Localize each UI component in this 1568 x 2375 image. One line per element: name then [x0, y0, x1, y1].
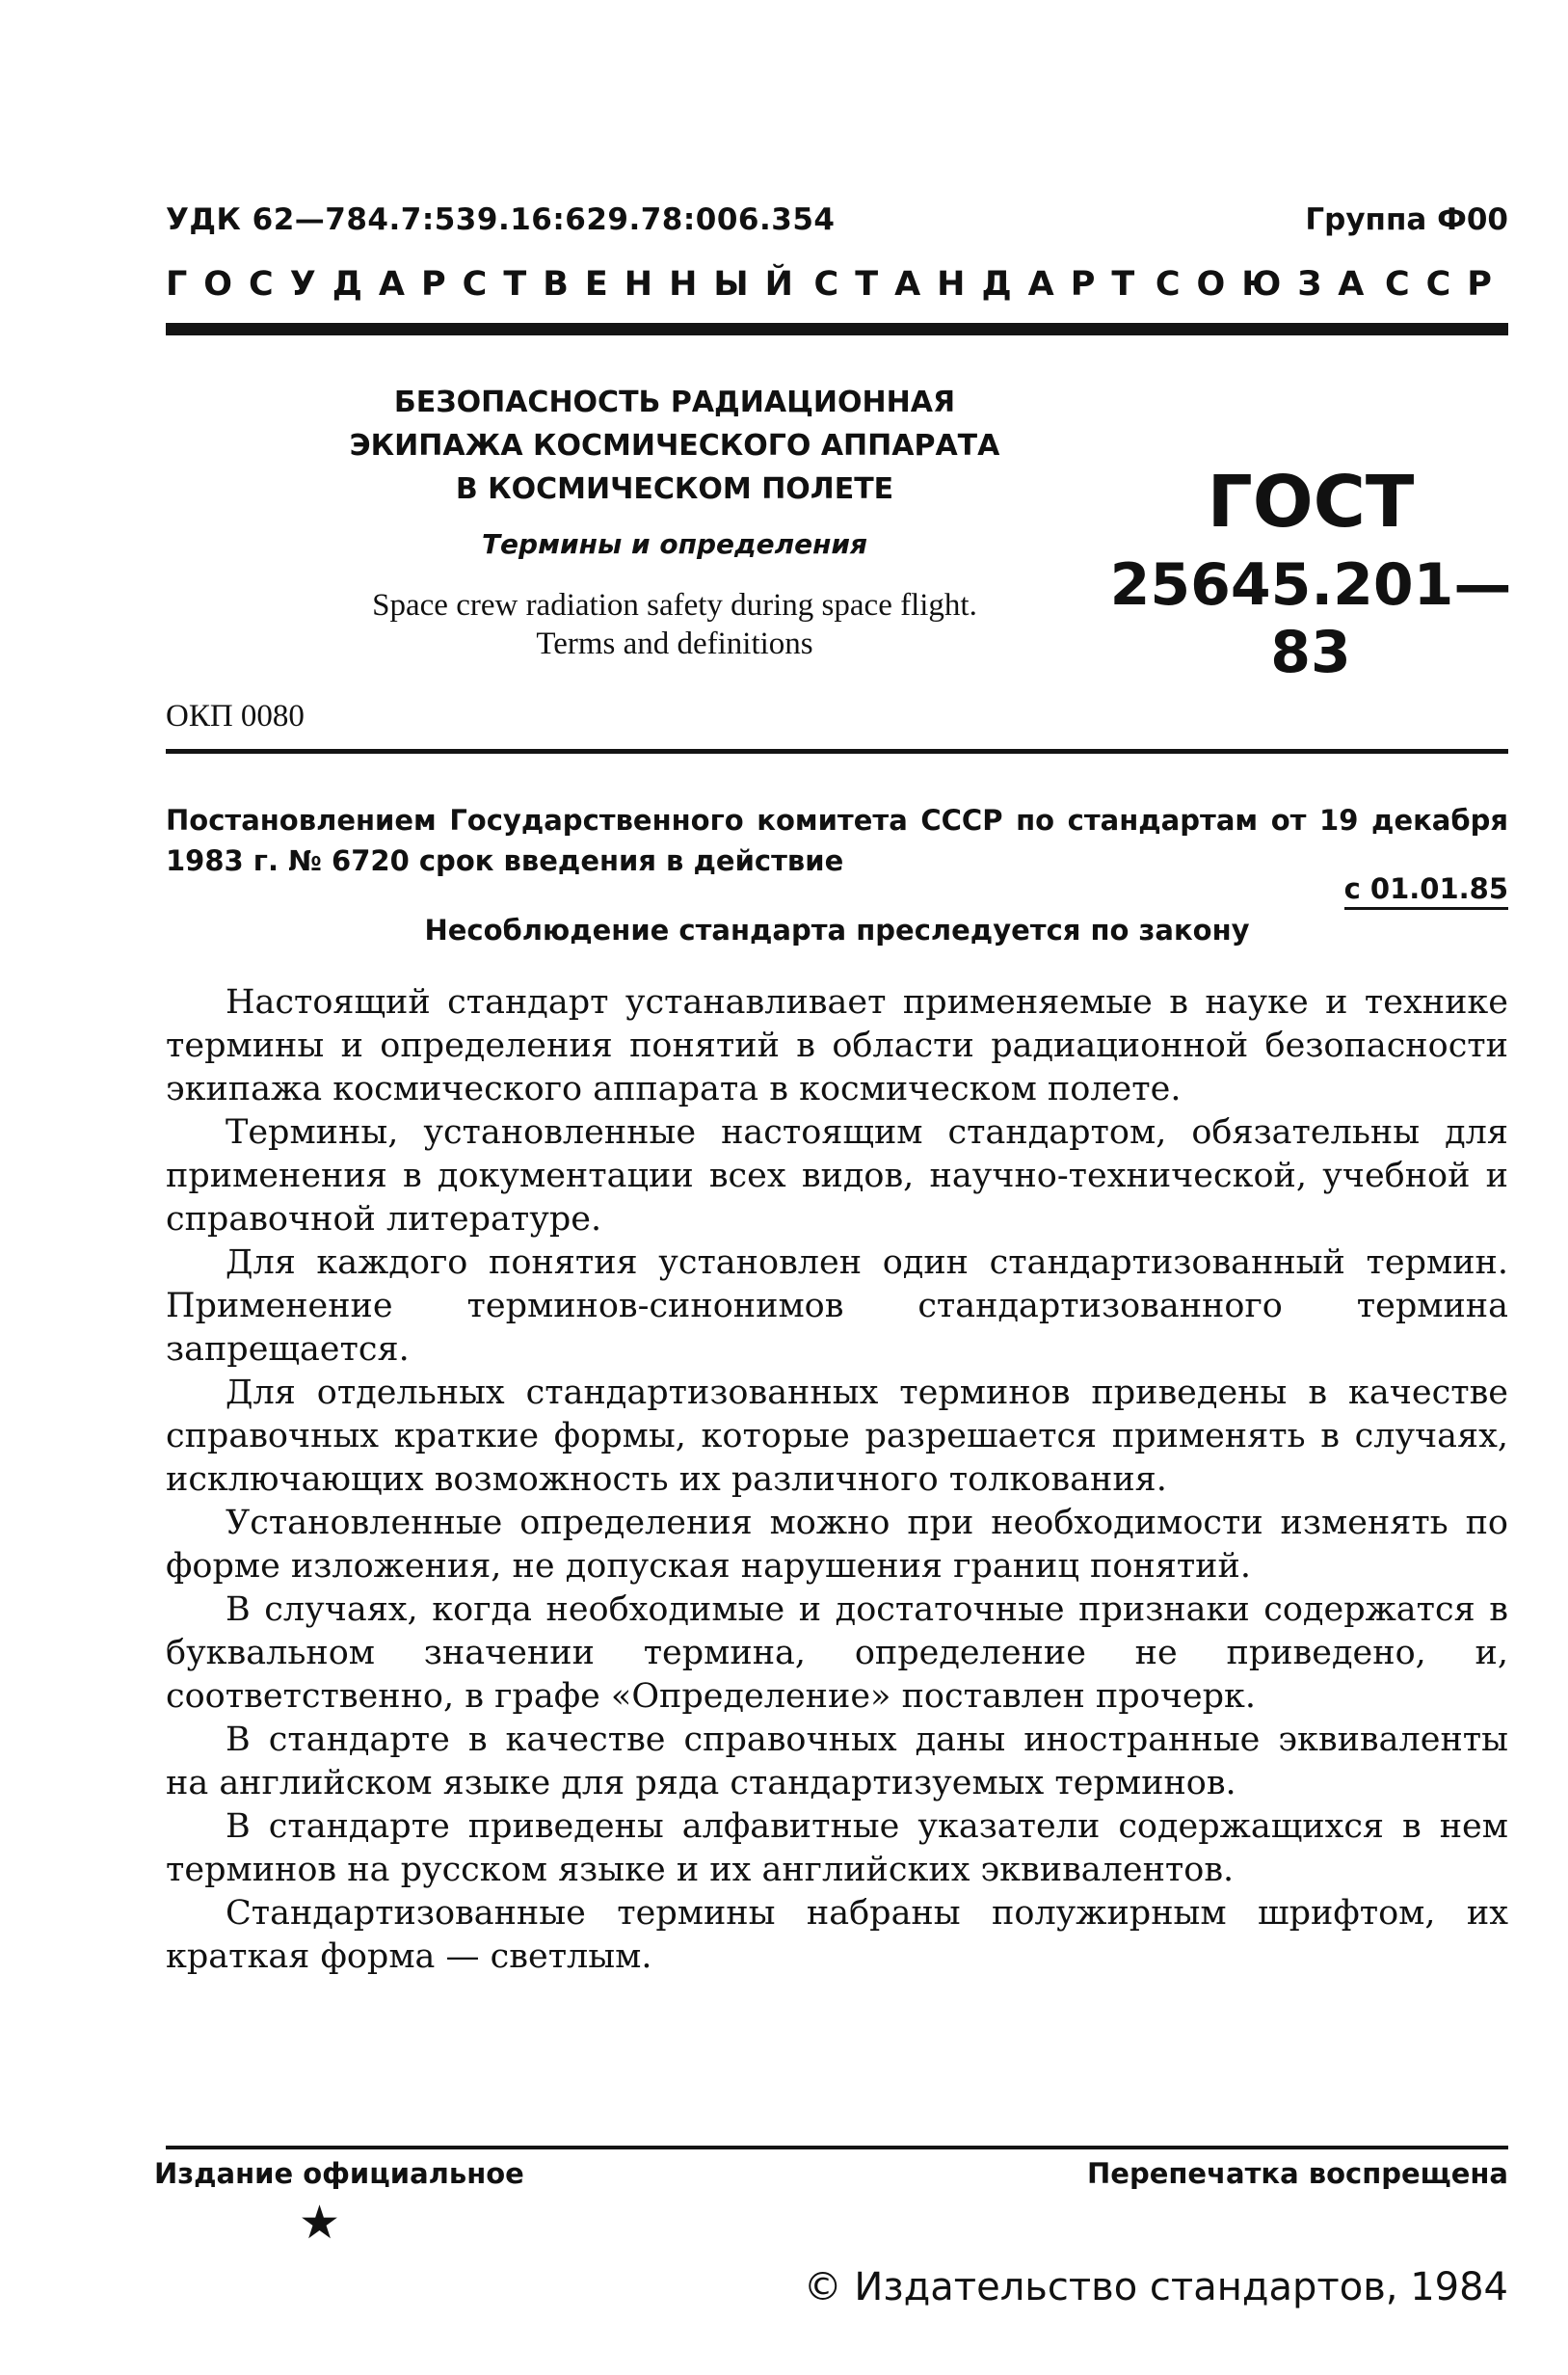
- okp-rule: [166, 749, 1508, 754]
- official-edition-label: Издание официальное: [154, 2157, 524, 2190]
- reprint-prohibited-label: Перепечатка воспрещена: [1087, 2157, 1508, 2190]
- publisher-copyright: © Издательство стандартов, 1984: [803, 2265, 1508, 2309]
- paragraph: Для отдельных стандартизованных терминов приведены в качестве справочных краткие формы, которые разрешается применять в случаях, исключающих возможность их различного толкования.: [166, 1374, 1508, 1499]
- effective-date: с 01.01.85: [1344, 872, 1508, 910]
- title-line-1: БЕЗОПАСНОСТЬ РАДИАЦИОННАЯ: [393, 386, 956, 419]
- english-title-line-2: Terms and definitions: [536, 627, 813, 661]
- document-subtitle: Термины и определения: [481, 528, 868, 560]
- heading-word-standard: СТАНДАРТ: [813, 265, 1152, 304]
- gost-label: ГОСТ: [1207, 461, 1415, 544]
- compliance-notice: Несоблюдение стандарта преследуется по закону: [424, 914, 1250, 947]
- title-line-2: ЭКИПАЖА КОСМИЧЕСКОГО АППАРАТА: [349, 429, 1000, 463]
- state-standard-heading: [166, 265, 1508, 304]
- gost-number: 25645.201—83: [1109, 551, 1512, 686]
- english-title: [193, 586, 1156, 663]
- document-title: [260, 381, 1089, 511]
- paragraph: Термины, установленные настоящим стандартом, обязательны для применения в документации всех видов, научно-технической, учебной и справочной литературе.: [166, 1113, 1508, 1239]
- decree-text: Постановлением Государственного комитета СССР по стандартам от 19 декабря 1983 г. № 6720 срок введения в действие: [166, 804, 1508, 877]
- udk-code: УДК 62—784.7:539.16:629.78:006.354: [166, 202, 836, 237]
- paragraph: Для каждого понятия установлен один стандартизованный термин. Применение терминов-синонимов стандартизованного термина запрещается.: [166, 1243, 1508, 1369]
- heading-word-state: ГОСУДАРСТВЕННЫЙ: [166, 265, 810, 304]
- paragraph: В стандарте в качестве справочных даны иностранные эквиваленты на английском языке для ряда стандартизуемых терминов.: [166, 1721, 1508, 1802]
- footer-rule: [166, 2146, 1508, 2149]
- header-rule: [166, 323, 1508, 335]
- body-text: [166, 981, 1508, 1979]
- paragraph: В случаях, когда необходимые и достаточные признаки содержатся в буквальном значении термина, определение не приведено, и, соответственно, в графе «Определение» поставлен прочерк.: [166, 1590, 1508, 1716]
- heading-word-ussr: ССР: [1384, 265, 1508, 304]
- english-title-line-1: Space crew radiation safety during space flight.: [372, 588, 977, 623]
- paragraph: Установленные определения можно при необходимости изменять по форме изложения, не допуская нарушения границ понятий.: [166, 1504, 1508, 1586]
- star-icon: ★: [299, 2196, 341, 2250]
- paragraph: Настоящий стандарт устанавливает применяемые в науке и технике термины и определения понятий в области радиационной безопасности экипажа космического аппарата в космическом полете.: [166, 983, 1508, 1108]
- paragraph: Стандартизованные термины набраны полужирным шрифтом, их краткая форма — светлым.: [166, 1894, 1508, 1976]
- group-code: Группа Ф00: [1305, 202, 1508, 237]
- title-line-3: В КОСМИЧЕСКОМ ПОЛЕТЕ: [455, 472, 894, 506]
- heading-word-union: СОЮЗА: [1155, 265, 1381, 304]
- paragraph: В стандарте приведены алфавитные указатели содержащихся в нем терминов на русском языке и их английских эквивалентов.: [166, 1807, 1508, 1889]
- okp-code: ОКП 0080: [166, 699, 305, 734]
